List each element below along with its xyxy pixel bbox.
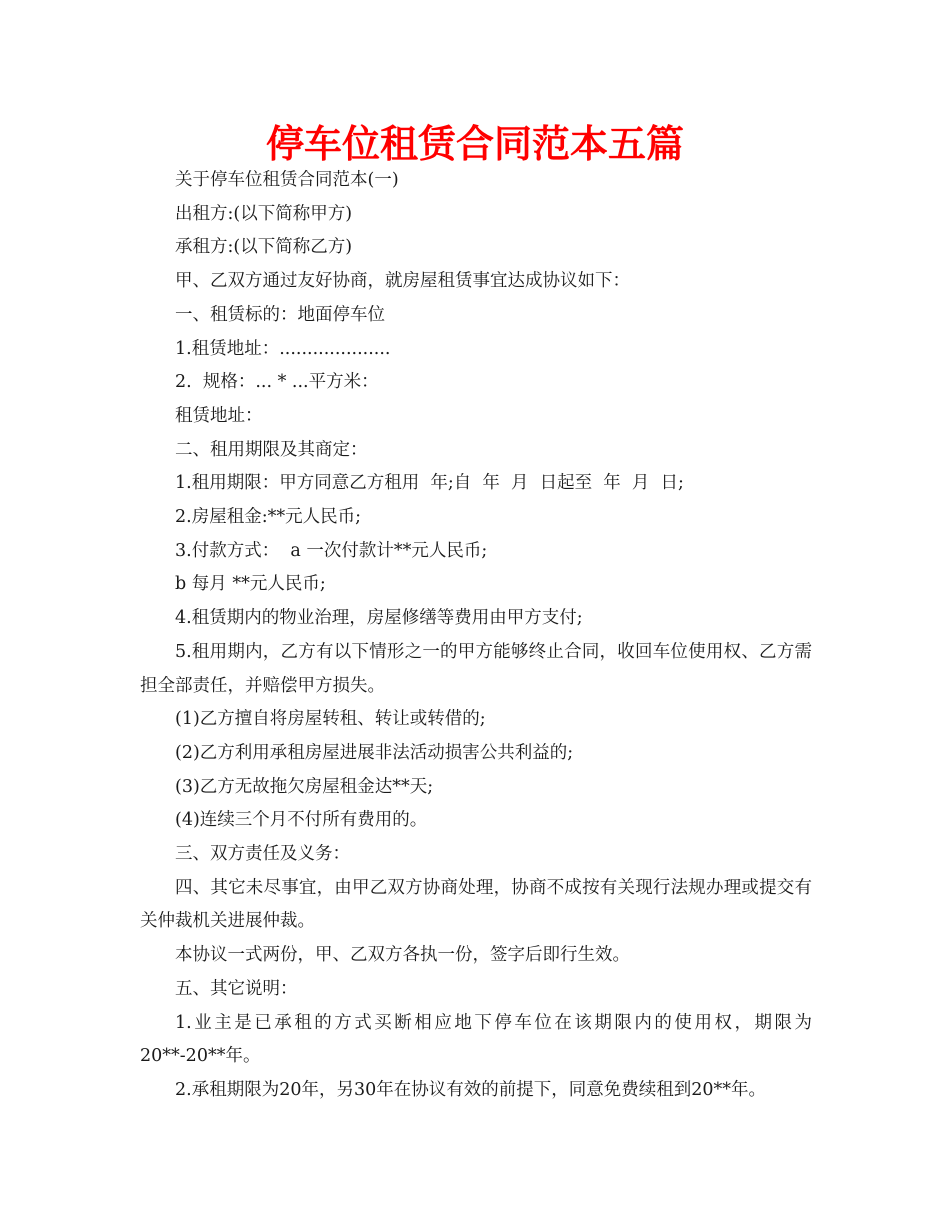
paragraph: (2)乙方利用承租房屋进展非法活动损害公共利益的; (175, 742, 574, 763)
paragraph: 4.租赁期内的物业治理，房屋修缮等费用由甲方支付; (175, 608, 583, 629)
paragraph: 1.租赁地址：.................... (175, 338, 391, 359)
paragraph: (3)乙方无故拖欠房屋租金达**天; (175, 776, 434, 797)
paragraph: 甲、乙双方通过友好协商，就房屋租赁事宜达成协议如下： (175, 271, 630, 292)
paragraph: 2.房屋租金:**元人民币; (175, 507, 361, 528)
paragraph: 3.付款方式： a 一次付款计**元人民币; (175, 540, 488, 561)
paragraph: (1)乙方擅自将房屋转租、转让或转借的; (175, 709, 486, 730)
paragraph: 租赁地址： (175, 405, 263, 426)
paragraph: 本协议一式两份，甲、乙双方各执一份，签字后即行生效。 (175, 945, 630, 966)
paragraph: 三、双方责任及义务： (175, 844, 350, 865)
paragraph: 四、其它未尽事宜，由甲乙双方协商处理，协商不成按有关现行法规办理或提交有关仲裁机关进展仲裁。 (140, 877, 812, 932)
paragraph: 二、租用期限及其商定： (175, 439, 368, 460)
paragraph: 一、租赁标的：地面停车位 (175, 304, 385, 325)
paragraph: 承租方:(以下简称乙方) (175, 237, 353, 258)
paragraph: 2. 规格：... * ...平方米： (175, 372, 379, 393)
paragraph: 1.业主是已承租的方式买断相应地下停车位在该期限内的使用权，期限为20**-20**年。 (140, 1012, 812, 1067)
paragraph: 2.承租期限为20年，另30年在协议有效的前提下，同意免费续租到20**年。 (175, 1079, 766, 1100)
paragraph: 出租方:(以下简称甲方) (175, 203, 353, 224)
paragraph: 五、其它说明： (175, 978, 298, 999)
document-body (140, 164, 812, 1108)
paragraph: 5.租用期内，乙方有以下情形之一的甲方能够终止合同，收回车位使用权、乙方需担全部责任，并赔偿甲方损失。 (140, 641, 812, 696)
paragraph: 1.租用期限：甲方同意乙方租用 年;自 年 月 日起至 年 月 日; (175, 473, 684, 494)
paragraph: b 每月 **元人民币; (175, 574, 326, 595)
paragraph: (4)连续三个月不付所有费用的。 (175, 810, 428, 831)
paragraph: 关于停车位租赁合同范本(一) (175, 170, 399, 190)
document-title: 停车位租赁合同范本五篇 (265, 122, 684, 166)
